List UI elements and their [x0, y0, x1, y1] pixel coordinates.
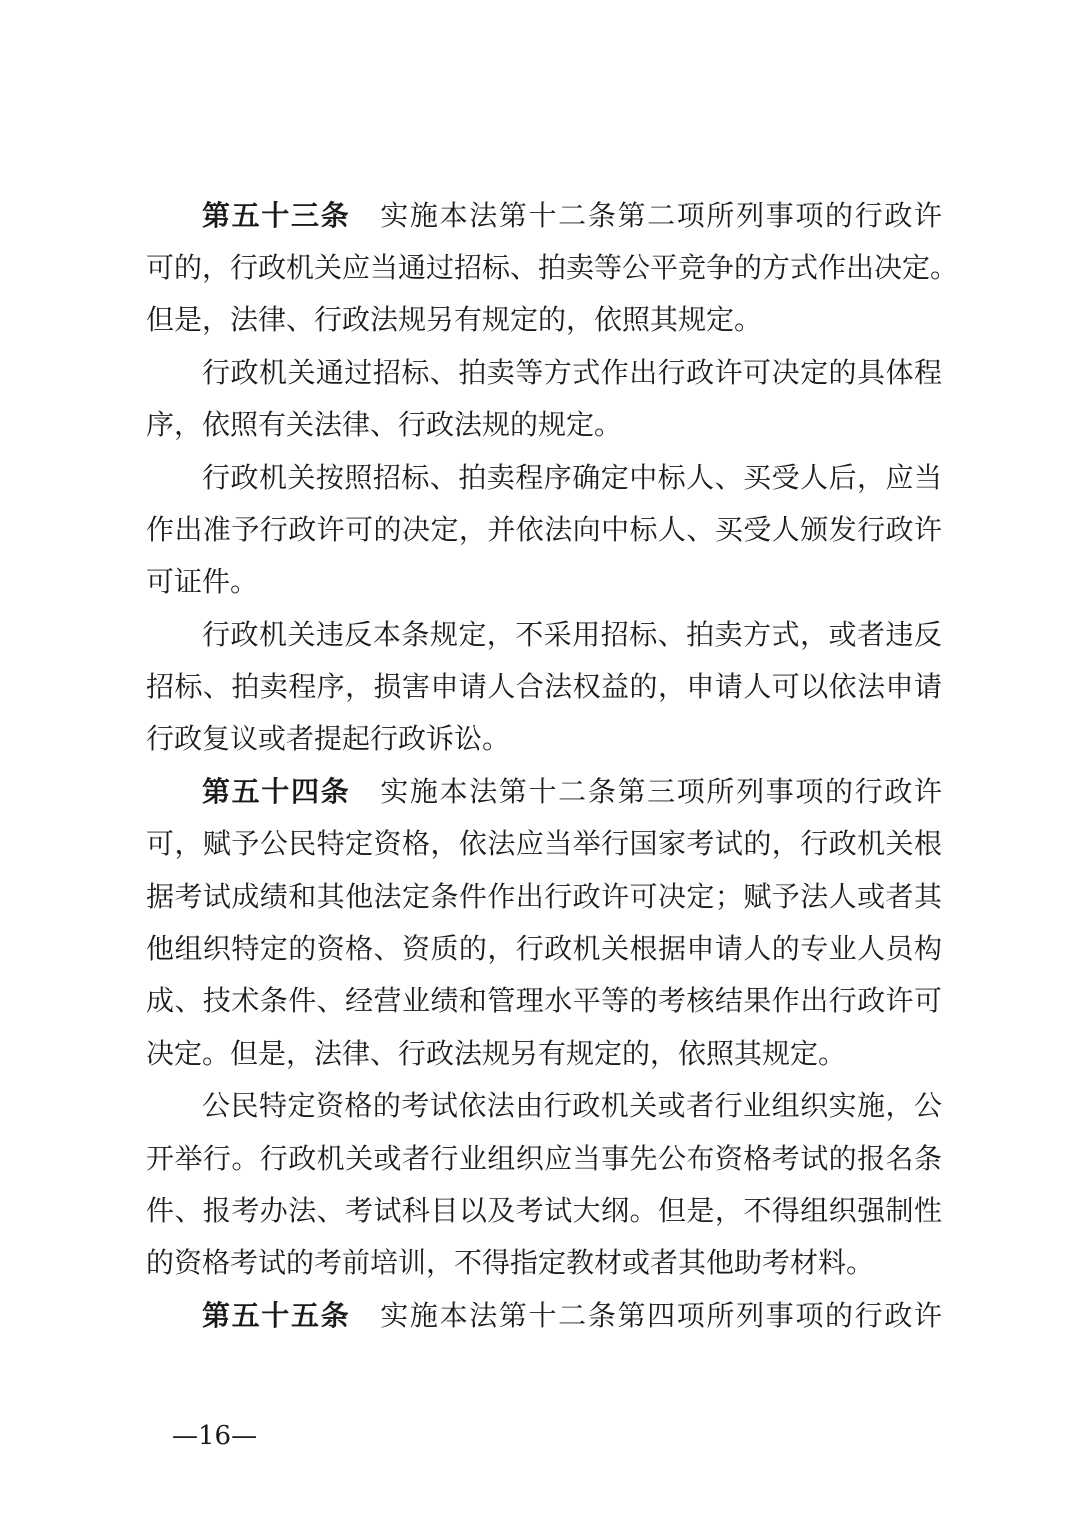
text-line: 决定。但是，法律、行政法规另有规定的，依照其规定。: [146, 1037, 847, 1070]
text-line: 行政机关按照招标、拍卖程序确定中标人、买受人后，应当: [202, 461, 942, 494]
article-54-heading: 第五十四条: [202, 775, 351, 808]
text-line: 的资格考试的考前培训，不得指定教材或者其他助考材料。: [146, 1246, 875, 1279]
text-line: 序，依照有关法律、行政法规的规定。: [146, 408, 623, 441]
article-55-text: 实施本法第十二条第四项所列事项的行政许: [380, 1299, 942, 1332]
text-line: 开举行。行政机关或者行业组织应当事先公布资格考试的报名条: [146, 1142, 942, 1175]
page-number: —16—: [172, 1421, 258, 1451]
text-line: 行政机关通过招标、拍卖等方式作出行政许可决定的具体程: [202, 356, 942, 389]
text-line: 招标、拍卖程序，损害申请人合法权益的，申请人可以依法申请: [146, 670, 942, 703]
text-line: 行政复议或者提起行政诉讼。: [146, 722, 511, 755]
text-line: 可证件。: [146, 565, 259, 598]
text-line: 可，赋予公民特定资格，依法应当举行国家考试的，行政机关根: [146, 827, 942, 860]
article-53-line-1: [202, 192, 942, 240]
text-line: 但是，法律、行政法规另有规定的，依照其规定。: [146, 303, 763, 336]
text-line: 件、报考办法、考试科目以及考试大纲。但是，不得组织强制性: [146, 1194, 942, 1227]
text-line: 成、技术条件、经营业绩和管理水平等的考核结果作出行政许可: [146, 984, 942, 1017]
text-line: 据考试成绩和其他法定条件作出行政许可决定；赋予法人或者其: [146, 880, 942, 913]
text-line: 作出准予行政许可的决定，并依法向中标人、买受人颁发行政许: [146, 513, 942, 546]
text-line: 行政机关违反本条规定，不采用招标、拍卖方式，或者违反: [202, 618, 942, 651]
article-54-text: 实施本法第十二条第三项所列事项的行政许: [380, 775, 942, 808]
text-line: 他组织特定的资格、资质的，行政机关根据申请人的专业人员构: [146, 932, 942, 965]
article-55-line-1: [202, 1292, 942, 1340]
text-line: 可的，行政机关应当通过招标、拍卖等公平竞争的方式作出决定。: [146, 251, 959, 284]
text-line: 公民特定资格的考试依法由行政机关或者行业组织实施，公: [202, 1089, 942, 1122]
article-54-line-1: [202, 768, 942, 816]
article-53-heading: 第五十三条: [202, 199, 351, 232]
article-53-text: 实施本法第十二条第二项所列事项的行政许: [380, 199, 942, 232]
article-55-heading: 第五十五条: [202, 1299, 351, 1332]
